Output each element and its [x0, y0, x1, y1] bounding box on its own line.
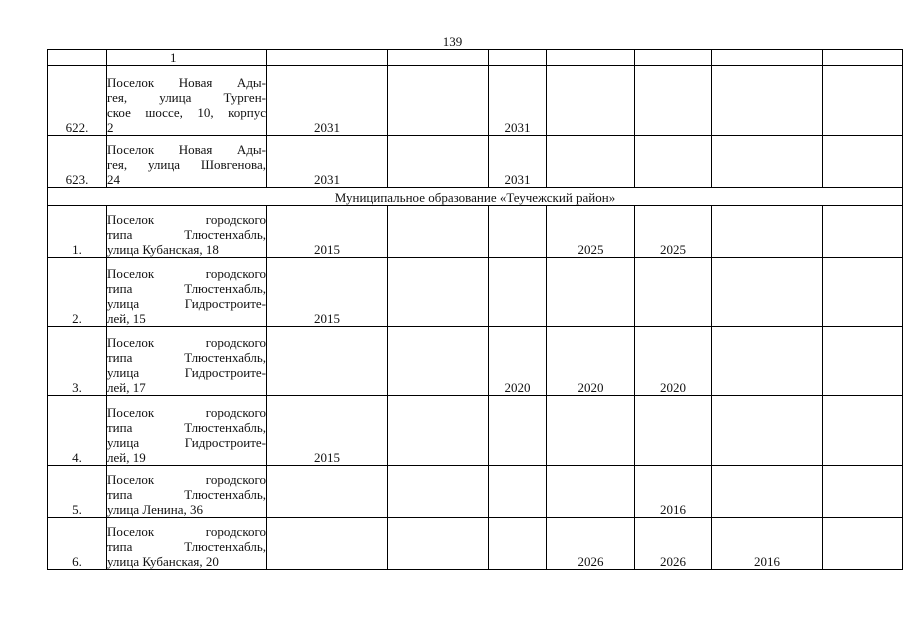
year-cell: 2015: [267, 206, 388, 258]
address-line: Поселок городского: [107, 405, 266, 420]
address-cell: [107, 66, 267, 136]
year-cell: [712, 396, 823, 466]
row-number: 1.: [48, 206, 107, 258]
year-cell: 2016: [712, 518, 823, 570]
year-cell: [547, 136, 635, 188]
address-cell: [107, 327, 267, 396]
page-number: 139: [442, 34, 463, 49]
address-line: лей, 15: [107, 311, 146, 326]
address-line: типа Тлюстенхабль,: [107, 539, 266, 554]
address-line: улица Гидростроите-: [107, 365, 266, 380]
address-line: улица Гидростроите-: [107, 435, 266, 450]
year-cell: 2025: [635, 206, 712, 258]
table-cell: [489, 50, 547, 66]
year-cell: 2031: [267, 66, 388, 136]
table-row: [48, 466, 903, 518]
table-cell: [267, 50, 388, 66]
row-number: 623.: [48, 136, 107, 188]
row-number: 4.: [48, 396, 107, 466]
table-cell: [388, 50, 489, 66]
year-cell: [489, 396, 547, 466]
row-number: 5.: [48, 466, 107, 518]
table-cell: [823, 466, 903, 518]
continuation-row: [48, 50, 903, 66]
year-cell: [547, 466, 635, 518]
year-cell: [388, 136, 489, 188]
table-row: [48, 327, 903, 396]
municipality-header: Муниципальное образование «Теучежский район»: [48, 188, 903, 206]
table-cell: [823, 206, 903, 258]
address-line: типа Тлюстенхабль,: [107, 281, 266, 296]
row-number: 3.: [48, 327, 107, 396]
year-cell: [489, 206, 547, 258]
table-cell: [823, 136, 903, 188]
address-line: Поселок городского: [107, 212, 266, 227]
address-cell: [107, 136, 267, 188]
address-line: типа Тлюстенхабль,: [107, 350, 266, 365]
address-line: Поселок городского: [107, 472, 266, 487]
table-cell: [823, 518, 903, 570]
address-line: 24: [107, 172, 120, 187]
address-line: типа Тлюстенхабль,: [107, 227, 266, 242]
table-cell: [48, 50, 107, 66]
year-cell: [635, 258, 712, 327]
address-line: Поселок городского: [107, 266, 266, 281]
year-cell: [547, 66, 635, 136]
table-cell: [547, 50, 635, 66]
table-cell: [823, 327, 903, 396]
year-cell: 2031: [489, 136, 547, 188]
address-line: ское шоссе, 10, корпус: [107, 105, 266, 120]
row-number: 622.: [48, 66, 107, 136]
year-cell: [388, 258, 489, 327]
year-cell: [712, 136, 823, 188]
year-cell: 2020: [635, 327, 712, 396]
address-line: Поселок Новая Ады-: [107, 142, 266, 157]
address-cell: [107, 396, 267, 466]
address-cell: [107, 258, 267, 327]
address-line: гея, улица Шовгенова,: [107, 157, 266, 172]
year-cell: [547, 258, 635, 327]
column-number-label: 1: [107, 50, 267, 66]
table-body: [48, 50, 903, 570]
year-cell: 2031: [489, 66, 547, 136]
year-cell: 2025: [547, 206, 635, 258]
address-line: улица Ленина, 36: [107, 502, 203, 517]
row-number: 2.: [48, 258, 107, 327]
table-row: [48, 206, 903, 258]
year-cell: [388, 327, 489, 396]
year-cell: [489, 258, 547, 327]
address-line: улица Кубанская, 18: [107, 242, 219, 257]
year-cell: [388, 396, 489, 466]
year-cell: 2015: [267, 258, 388, 327]
year-cell: [388, 206, 489, 258]
year-cell: 2026: [635, 518, 712, 570]
address-line: лей, 17: [107, 380, 146, 395]
year-cell: [712, 206, 823, 258]
address-cell: [107, 206, 267, 258]
year-cell: 2016: [635, 466, 712, 518]
address-line: 2: [107, 120, 114, 135]
table-cell: [635, 50, 712, 66]
year-cell: [388, 518, 489, 570]
year-cell: [712, 66, 823, 136]
year-cell: [635, 396, 712, 466]
year-cell: [635, 136, 712, 188]
year-cell: [712, 258, 823, 327]
table-cell: [823, 66, 903, 136]
year-cell: [267, 327, 388, 396]
year-cell: [712, 466, 823, 518]
address-line: улица Кубанская, 20: [107, 554, 219, 569]
table-cell: [823, 258, 903, 327]
year-cell: [712, 327, 823, 396]
table-row: [48, 136, 903, 188]
year-cell: [267, 518, 388, 570]
housing-register-table: [47, 49, 903, 570]
table-row: [48, 396, 903, 466]
address-line: Поселок городского: [107, 524, 266, 539]
table-row: [48, 258, 903, 327]
address-line: Поселок Новая Ады-: [107, 75, 266, 90]
row-number: 6.: [48, 518, 107, 570]
year-cell: 2031: [267, 136, 388, 188]
year-cell: 2026: [547, 518, 635, 570]
year-cell: 2020: [547, 327, 635, 396]
address-cell: [107, 466, 267, 518]
address-line: лей, 19: [107, 450, 146, 465]
year-cell: [388, 466, 489, 518]
year-cell: 2015: [267, 396, 388, 466]
year-cell: [547, 396, 635, 466]
table-row: [48, 518, 903, 570]
municipality-header-row: [48, 188, 903, 206]
year-cell: [635, 66, 712, 136]
address-cell: [107, 518, 267, 570]
year-cell: 2020: [489, 327, 547, 396]
year-cell: [267, 466, 388, 518]
table-cell: [712, 50, 823, 66]
address-line: типа Тлюстенхабль,: [107, 420, 266, 435]
address-line: улица Гидростроите-: [107, 296, 266, 311]
address-line: гея, улица Турген-: [107, 90, 266, 105]
table-cell: [823, 396, 903, 466]
year-cell: [489, 466, 547, 518]
table-cell: [823, 50, 903, 66]
address-line: типа Тлюстенхабль,: [107, 487, 266, 502]
year-cell: [489, 518, 547, 570]
table-row: [48, 66, 903, 136]
address-line: Поселок городского: [107, 335, 266, 350]
year-cell: [388, 66, 489, 136]
